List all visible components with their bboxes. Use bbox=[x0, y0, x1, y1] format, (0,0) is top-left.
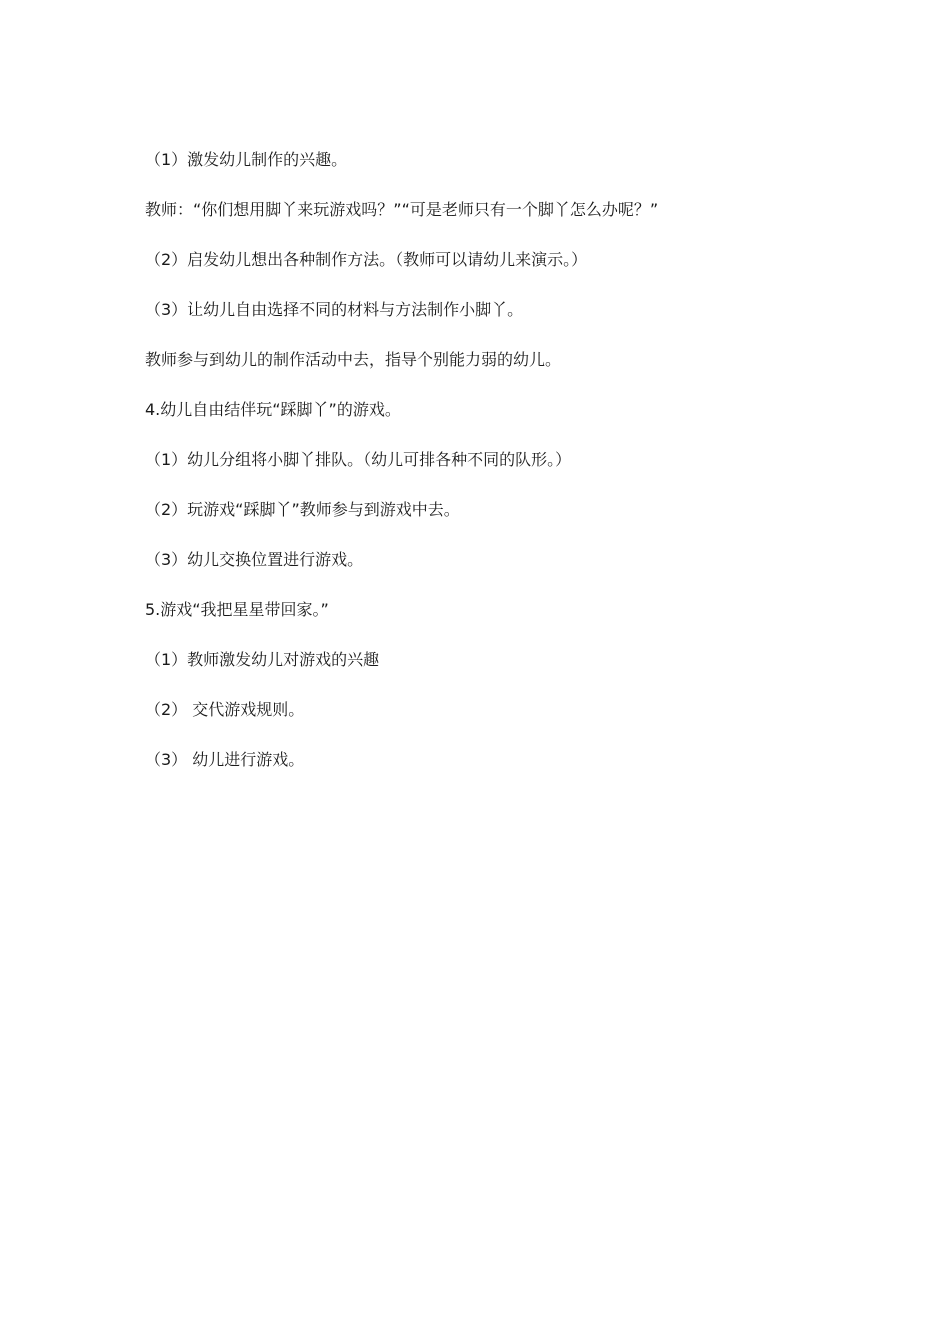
step-5-1-text: （1）教师激发幼儿对游戏的兴趣 bbox=[145, 650, 380, 669]
step-5-2-text: （2） 交代游戏规则。 bbox=[145, 700, 305, 719]
step-3-1-text: （1）激发幼儿制作的兴趣。 bbox=[145, 150, 348, 169]
document-body bbox=[145, 148, 805, 798]
step-4-2-text: （2）玩游戏“踩脚丫”教师参与到游戏中去。 bbox=[145, 500, 460, 519]
section-5-heading: 5.游戏“我把星星带回家。” bbox=[145, 600, 329, 619]
teacher-guidance-text: 教师参与到幼儿的制作活动中去，指导个别能力弱的幼儿。 bbox=[145, 350, 562, 369]
step-4-3-text: （3）幼儿交换位置进行游戏。 bbox=[145, 550, 364, 569]
step-3-3-text: （3）让幼儿自由选择不同的材料与方法制作小脚丫。 bbox=[145, 300, 524, 319]
step-5-3-text: （3） 幼儿进行游戏。 bbox=[145, 750, 305, 769]
teacher-dialogue-text: 教师：“你们想用脚丫来玩游戏吗？”“可是老师只有一个脚丫怎么办呢？” bbox=[145, 200, 659, 219]
step-3-2-text: （2）启发幼儿想出各种制作方法。（教师可以请幼儿来演示。） bbox=[145, 250, 588, 269]
step-4-1-text: （1）幼儿分组将小脚丫排队。（幼儿可排各种不同的队形。） bbox=[145, 450, 572, 469]
section-4-heading: 4.幼儿自由结伴玩“踩脚丫”的游戏。 bbox=[145, 400, 401, 419]
